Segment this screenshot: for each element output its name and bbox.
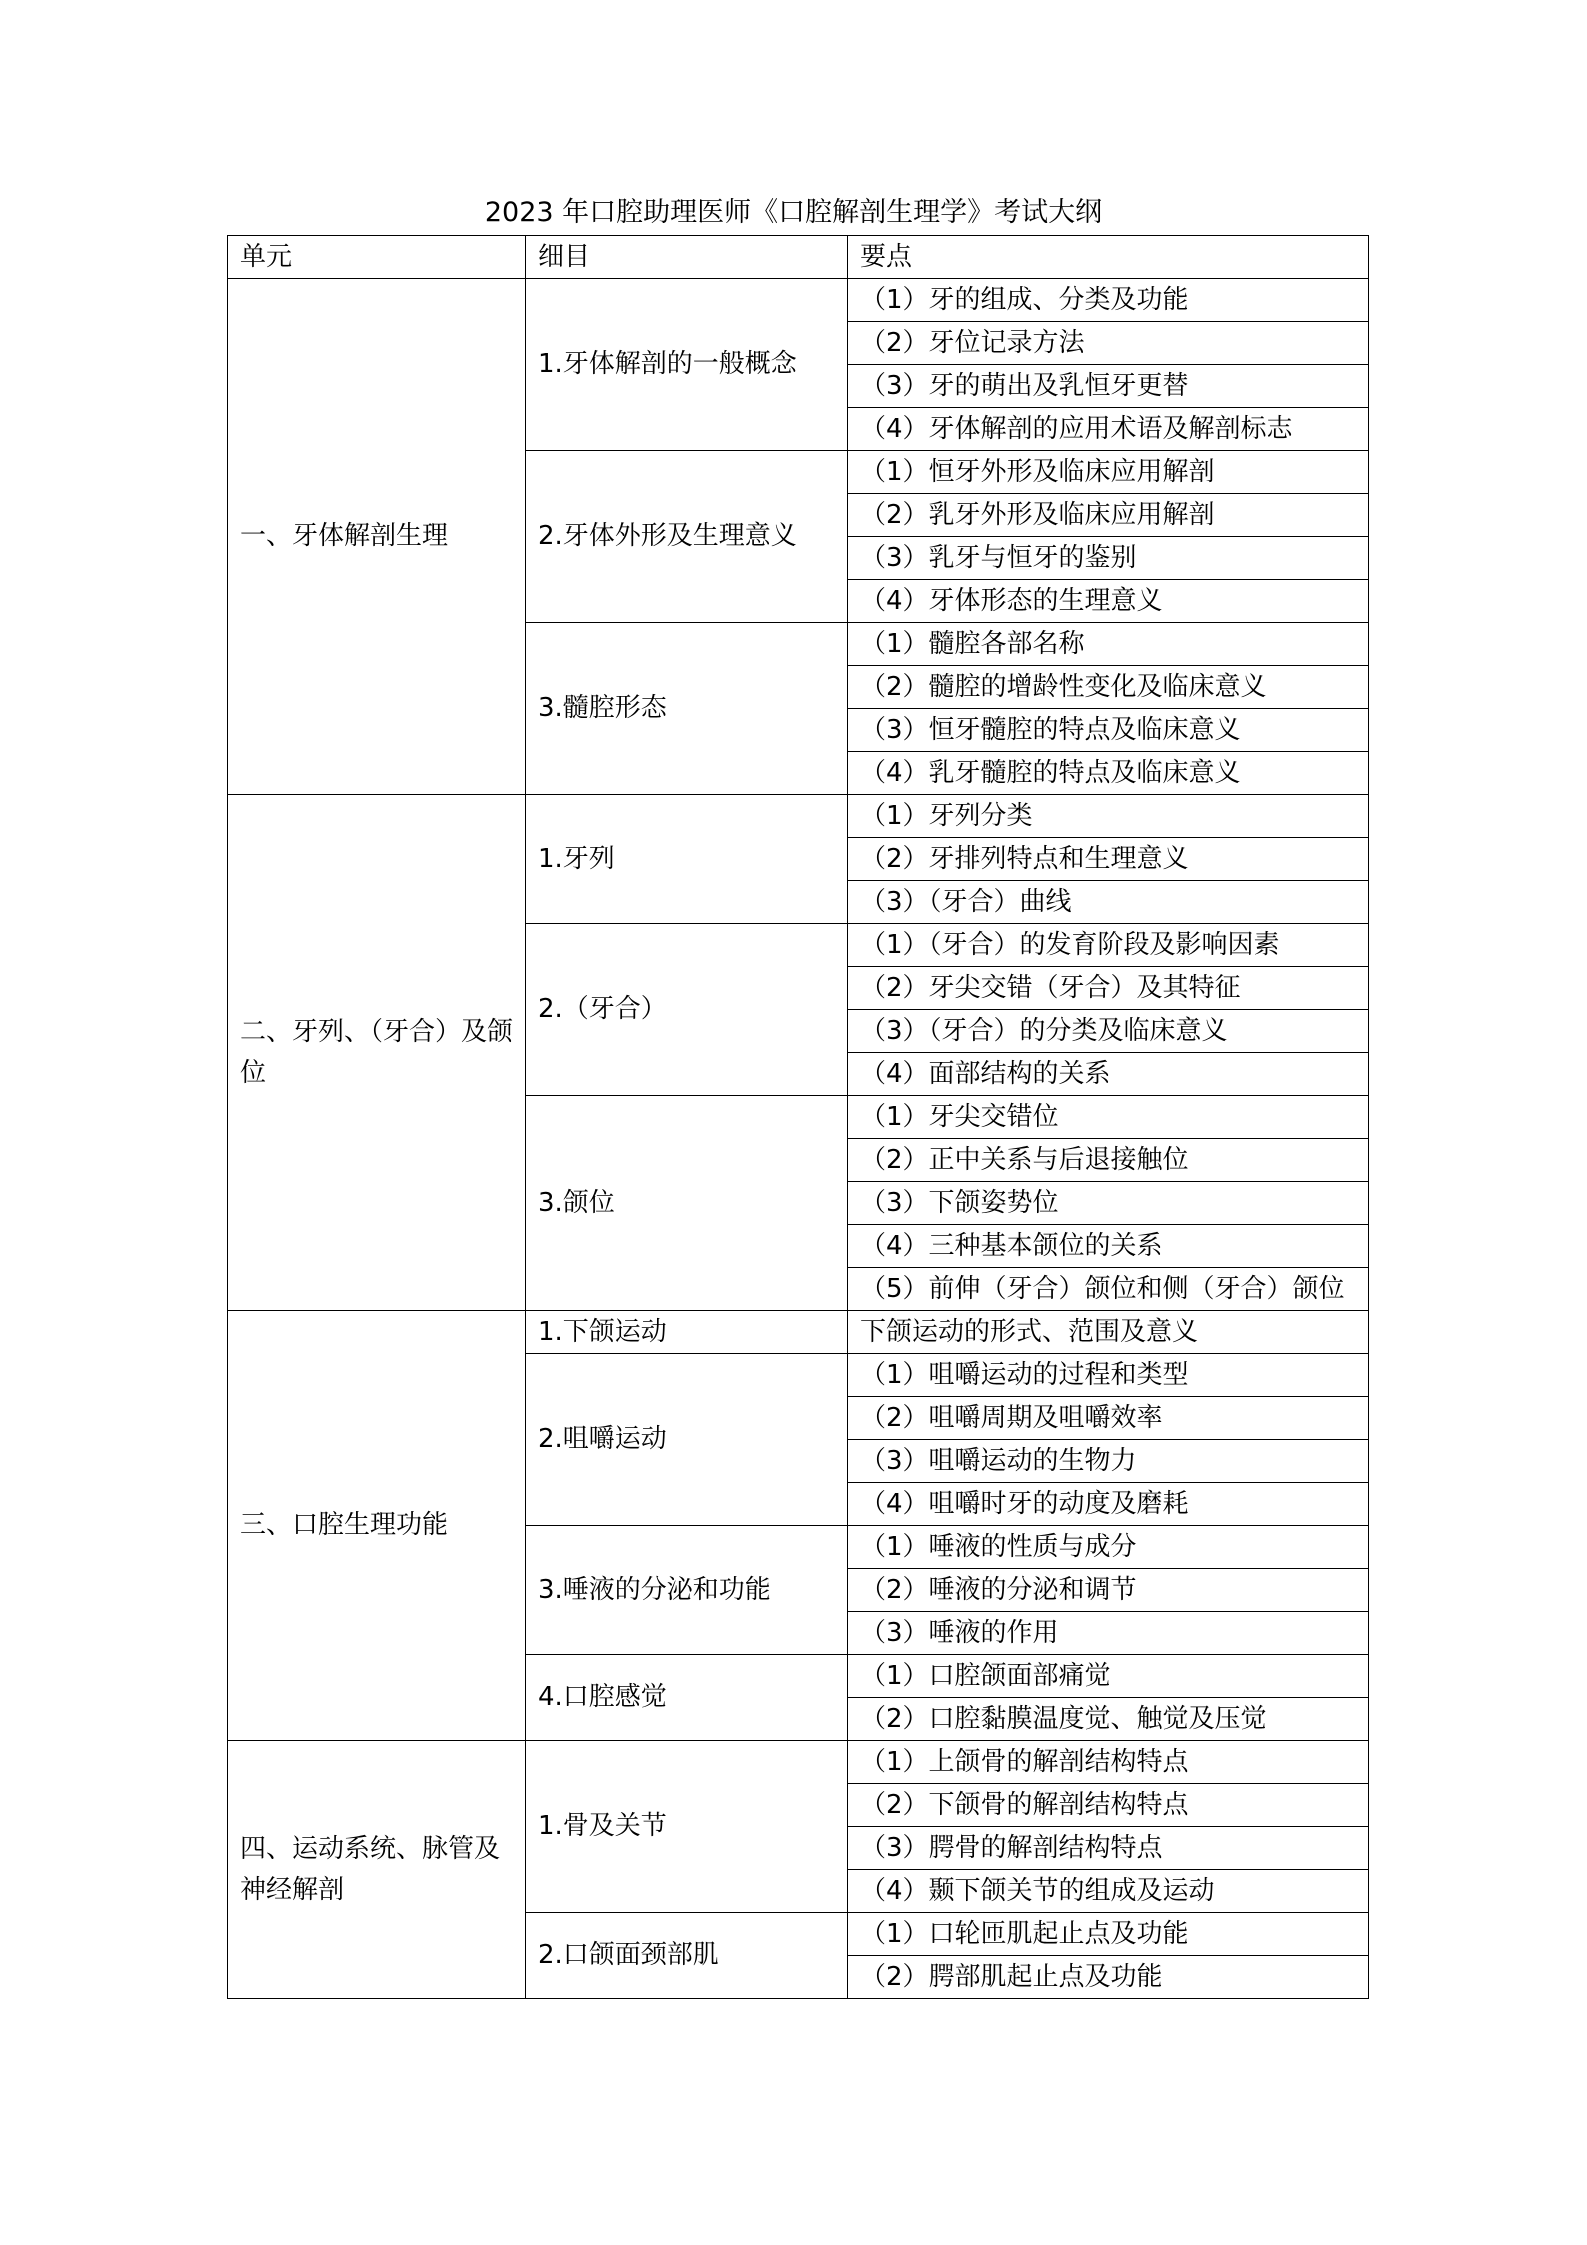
point-cell: （1）牙列分类 [848,795,1369,838]
table-row [228,1311,1369,1354]
item-cell: 4.口腔感觉 [526,1655,848,1741]
item-cell: 2.口颌面颈部肌 [526,1913,848,1999]
item-cell: 2.（牙合） [526,924,848,1096]
point-cell: （2）下颌骨的解剖结构特点 [848,1784,1369,1827]
page-title: 2023 年口腔助理医师《口腔解剖生理学》考试大纲 [484,197,1103,228]
item-cell: 3.唾液的分泌和功能 [526,1526,848,1655]
point-cell: （4）乳牙髓腔的特点及临床意义 [848,752,1369,795]
point-cell: （3）唾液的作用 [848,1612,1369,1655]
point-cell: （4）面部结构的关系 [848,1053,1369,1096]
point-cell: （3）牙的萌出及乳恒牙更替 [848,365,1369,408]
point-cell: （2）正中关系与后退接触位 [848,1139,1369,1182]
point-cell: （2）牙位记录方法 [848,322,1369,365]
point-cell: （1）唾液的性质与成分 [848,1526,1369,1569]
point-cell: （2）唾液的分泌和调节 [848,1569,1369,1612]
item-cell: 1.牙体解剖的一般概念 [526,279,848,451]
point-cell: （4）牙体解剖的应用术语及解剖标志 [848,408,1369,451]
point-cell: （2）腭部肌起止点及功能 [848,1956,1369,1999]
table-row [228,1741,1369,1784]
point-cell: （1）（牙合）的发育阶段及影响因素 [848,924,1369,967]
point-cell: （1）牙尖交错位 [848,1096,1369,1139]
point-cell: （2）牙尖交错（牙合）及其特征 [848,967,1369,1010]
point-cell: （3）咀嚼运动的生物力 [848,1440,1369,1483]
point-cell: （3）腭骨的解剖结构特点 [848,1827,1369,1870]
point-cell: （1）口腔颌面部痛觉 [848,1655,1369,1698]
point-cell: （4）颞下颌关节的组成及运动 [848,1870,1369,1913]
point-cell: （3）（牙合）的分类及临床意义 [848,1010,1369,1053]
unit-cell: 一、牙体解剖生理 [228,279,526,795]
unit-cell: 四、运动系统、脉管及神经解剖 [228,1741,526,1999]
point-cell: 下颌运动的形式、范围及意义 [848,1311,1369,1354]
table-header-row [228,236,1369,279]
header-unit: 单元 [228,236,526,279]
item-cell: 3.颌位 [526,1096,848,1311]
point-cell: （5）前伸（牙合）颌位和侧（牙合）颌位 [848,1268,1369,1311]
point-cell: （1）恒牙外形及临床应用解剖 [848,451,1369,494]
point-cell: （4）牙体形态的生理意义 [848,580,1369,623]
table-row [228,279,1369,322]
point-cell: （2）髓腔的增龄性变化及临床意义 [848,666,1369,709]
point-cell: （1）牙的组成、分类及功能 [848,279,1369,322]
point-cell: （1）咀嚼运动的过程和类型 [848,1354,1369,1397]
item-cell: 2.咀嚼运动 [526,1354,848,1526]
point-cell: （3）（牙合）曲线 [848,881,1369,924]
point-cell: （2）乳牙外形及临床应用解剖 [848,494,1369,537]
point-cell: （4）三种基本颌位的关系 [848,1225,1369,1268]
item-cell: 1.下颌运动 [526,1311,848,1354]
point-cell: （1）髓腔各部名称 [848,623,1369,666]
item-cell: 1.牙列 [526,795,848,924]
table-row [228,795,1369,838]
point-cell: （2）口腔黏膜温度觉、触觉及压觉 [848,1698,1369,1741]
point-cell: （1）口轮匝肌起止点及功能 [848,1913,1369,1956]
header-point: 要点 [848,236,1369,279]
point-cell: （2）牙排列特点和生理意义 [848,838,1369,881]
syllabus-table [227,235,1369,1999]
item-cell: 1.骨及关节 [526,1741,848,1913]
point-cell: （3）乳牙与恒牙的鉴别 [848,537,1369,580]
item-cell: 3.髓腔形态 [526,623,848,795]
point-cell: （3）下颌姿势位 [848,1182,1369,1225]
point-cell: （3）恒牙髓腔的特点及临床意义 [848,709,1369,752]
unit-cell: 三、口腔生理功能 [228,1311,526,1741]
point-cell: （1）上颌骨的解剖结构特点 [848,1741,1369,1784]
point-cell: （4）咀嚼时牙的动度及磨耗 [848,1483,1369,1526]
header-item: 细目 [526,236,848,279]
item-cell: 2.牙体外形及生理意义 [526,451,848,623]
point-cell: （2）咀嚼周期及咀嚼效率 [848,1397,1369,1440]
unit-cell: 二、牙列、（牙合）及颌位 [228,795,526,1311]
